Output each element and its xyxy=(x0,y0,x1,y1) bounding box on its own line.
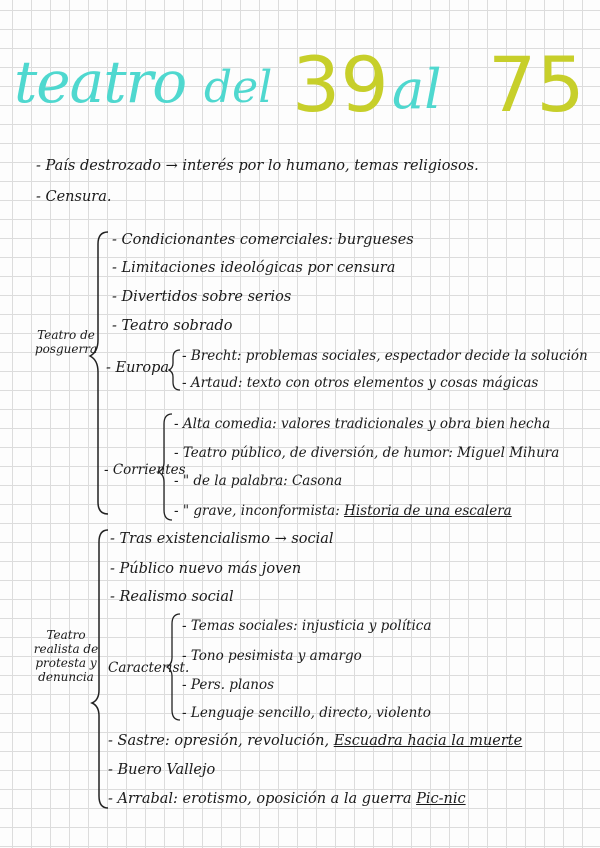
europa-item-brecht: - Brecht: problemas sociales, espectador decide la solución xyxy=(182,348,588,364)
europa-label: - Europa xyxy=(106,360,170,376)
caracterist-label: Caracterist. xyxy=(108,660,190,676)
title-number-39: 39 xyxy=(292,40,389,129)
arrabal-prefix: - Arrabal: erotismo, oposición a la guerra xyxy=(108,791,412,807)
corrientes-label: - Corrientes xyxy=(104,462,186,478)
caracterist-item-4: - Lenguaje sencillo, directo, violento xyxy=(182,705,431,721)
title-number-75: 75 xyxy=(488,40,585,129)
title-word-del: del xyxy=(204,62,273,113)
intro-line-2: - Censura. xyxy=(36,189,112,205)
posguerra-item-3: - Divertidos sobre serios xyxy=(112,289,292,305)
posguerra-item-1: - Condicionantes comerciales: burgueses xyxy=(112,232,414,248)
realista-item-1: - Tras existencialismo → social xyxy=(110,531,334,547)
europa-brace xyxy=(169,350,180,390)
work-pic-nic: Pic-nic xyxy=(416,791,466,807)
caracterist-item-1: - Temas sociales: injusticia y política xyxy=(182,618,432,634)
realista-item-2: - Público nuevo más joven xyxy=(110,561,302,577)
buero-line: - Buero Vallejo xyxy=(108,762,216,778)
corrientes-item-1: - Alta comedia: valores tradicionales y obra bien hecha xyxy=(174,416,551,432)
posguerra-item-2: - Limitaciones ideológicas por censura xyxy=(112,260,396,276)
work-escuadra-hacia-la-muerte: Escuadra hacia la muerte xyxy=(333,733,523,749)
arrabal-line xyxy=(108,791,466,807)
caracterist-item-2: - Tono pesimista y amargo xyxy=(182,648,362,664)
intro-line-1: - País destrozado → interés por lo humano, temas religiosos. xyxy=(36,158,479,174)
corrientes-item-4 xyxy=(174,503,512,519)
posguerra-item-4: - Teatro sobrado xyxy=(112,318,233,334)
title-word-teatro: teatro xyxy=(14,48,187,116)
realista-label: Teatro realista de protesta y denuncia xyxy=(33,628,99,684)
europa-item-artaud: - Artaud: texto con otros elementos y cosas mágicas xyxy=(182,375,539,391)
sastre-prefix: - Sastre: opresión, revolución, xyxy=(108,733,330,749)
posguerra-label: Teatro de posguerra xyxy=(34,328,98,356)
work-historia-de-una-escalera: Historia de una escalera xyxy=(344,503,512,519)
title-word-al: al xyxy=(392,58,442,121)
corrientes-item-3: - " de la palabra: Casona xyxy=(174,473,343,489)
sastre-line xyxy=(108,733,522,749)
corrientes-item-4-prefix: - " grave, inconformista: xyxy=(174,503,340,519)
realista-item-3: - Realismo social xyxy=(110,589,234,605)
corrientes-item-2: - Teatro público, de diversión, de humor: Miguel Mihura xyxy=(174,445,560,461)
caracterist-item-3: - Pers. planos xyxy=(182,677,275,693)
